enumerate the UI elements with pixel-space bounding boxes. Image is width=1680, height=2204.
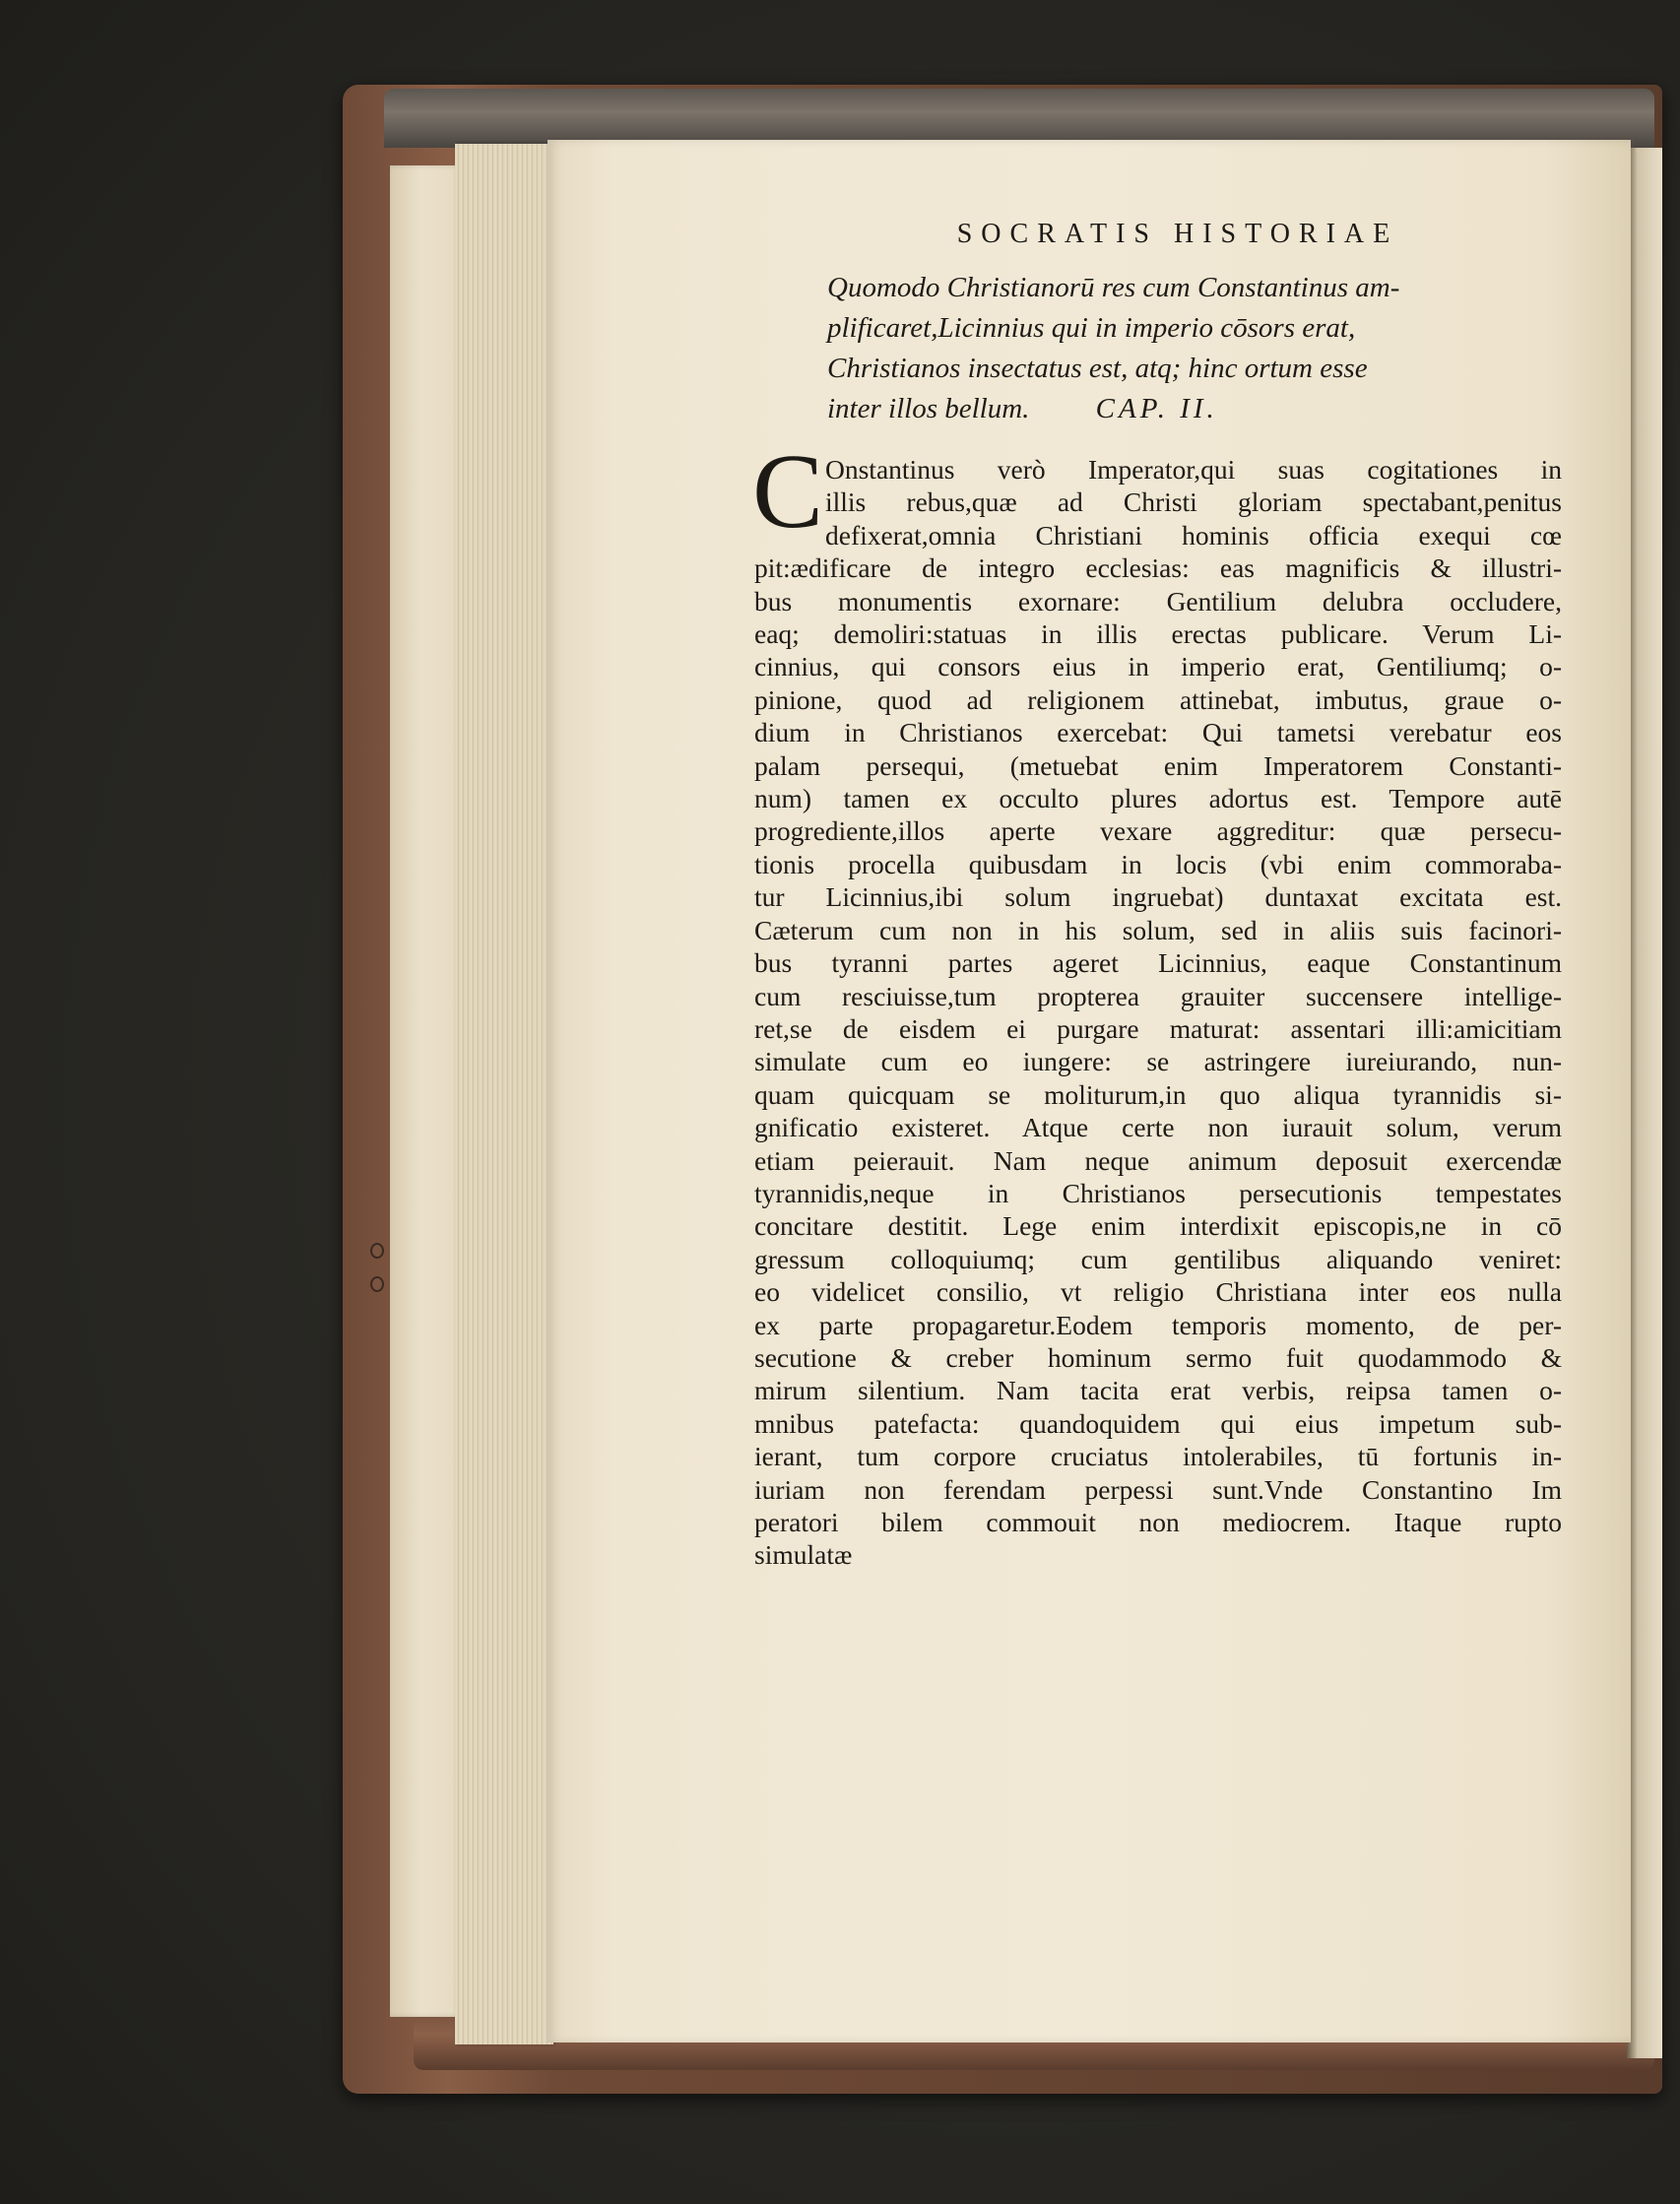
next-page-edge [1627,148,1662,2058]
catchword: simulatæ [754,1539,853,1571]
text-line: pit:ædificare de integro ecclesias: eas magnificis & illustri- [754,552,1562,584]
text-line: cum resciuisse,tum propterea grauiter succensere intellige- [754,980,1562,1011]
text-line: simulate cum eo iungere: se astringere iureiurando, nun- [754,1046,1562,1077]
text-line: ierant, tum corpore cruciatus intolerabiles, tū fortunis in- [754,1441,1562,1472]
text-line: eaq; demoliri:statuas in illis erectas publicare. Verum Li- [754,618,1562,650]
text-line: tur Licinnius,ibi solum ingruebat) duntaxat excitata est. [754,881,1562,913]
page-text [754,219,1562,1572]
chapter-heading-line: Christianos insectatus est, atq; hinc ortum esse [827,353,1368,384]
chapter-heading-line: inter illos bellum. [827,393,1030,424]
text-line: bus monumentis exornare: Gentilium delubra occludere, [754,585,1562,616]
page-stack [455,144,553,2044]
text-line: dium in Christianos exercebat: Qui tametsi verebatur eos [754,717,1562,748]
drop-cap: C [752,433,824,551]
body-text [752,433,1562,1572]
text-line: iuriam non ferendam perpessi sunt.Vnde Constantino Im [754,1473,1562,1505]
text-line: bus tyranni partes ageret Licinnius, eaque Constantinum [754,947,1562,979]
chapter-heading [754,268,1536,429]
text-line: defixerat,omnia Christiani hominis officia exequi cœ [825,519,1562,551]
text-line: tionis procella quibusdam in locis (vbi enim commoraba- [754,848,1562,879]
book-headband [384,89,1654,148]
text-line: ret,se de eisdem ei purgare maturat: assentari illi:amicitiam [754,1012,1562,1044]
text-line: peratori bilem commouit non mediocrem. Itaque rupto [754,1507,1562,1537]
text-line: secutione & creber hominum sermo fuit quodammodo & [754,1341,1562,1373]
text-line: quam quicquam se moliturum,in quo aliqua tyrannidis si- [754,1078,1562,1110]
text-line: progrediente,illos aperte vexare aggreditur: quæ persecu- [754,815,1562,847]
text-line: tyrannidis,neque in Christianos persecutionis tempestates [754,1177,1562,1208]
text-line: Onstantinus verò Imperator,qui suas cogitationes in [825,454,1562,485]
text-line: eo videlicet consilio, vt religio Christiana inter eos nulla [754,1276,1562,1308]
text-line: palam persequi, (metuebat enim Imperatorem Constanti- [754,749,1562,781]
text-line: Cæterum cum non in his solum, sed in aliis suis facinori- [754,914,1562,945]
chapter-heading-line: plificaret,Licinnius qui in imperio cōsors erat, [827,312,1356,344]
binding-hole-1 [370,1243,384,1259]
text-line: gnificatio existeret. Atque certe non iurauit solum, verum [754,1112,1562,1143]
text-line: concitare destitit. Lege enim interdixit episcopis,ne in cō [754,1210,1562,1242]
text-line: mirum silentium. Nam tacita erat verbis, reipsa tamen o- [754,1375,1562,1406]
running-head: SOCRATIS HISTORIAE [956,219,1399,249]
chapter-heading-line-last [827,389,1536,429]
text-line: etiam peierauit. Nam neque animum deposuit exercendæ [754,1144,1562,1176]
chapter-heading-line: Quomodo Christianorū res cum Constantinus am- [827,272,1400,303]
text-line: cinnius, qui consors eius in imperio erat, Gentiliumq; o- [754,651,1562,682]
binding-hole-2 [370,1276,384,1292]
text-line: mnibus patefacta: quandoquidem qui eius impetum sub- [754,1407,1562,1439]
text-line: ex parte propagaretur.Eodem temporis momento, de per- [754,1309,1562,1340]
text-line: pinione, quod ad religionem attinebat, imbutus, graue o- [754,683,1562,715]
text-line: gressum colloquiumq; cum gentilibus aliquando veniret: [754,1243,1562,1274]
text-line: illis rebus,quæ ad Christi gloriam spectabant,penitus [825,486,1562,518]
text-line: num) tamen ex occulto plures adortus est. Tempore autē [754,783,1562,814]
chapter-label: CAP. II. [1095,393,1218,424]
